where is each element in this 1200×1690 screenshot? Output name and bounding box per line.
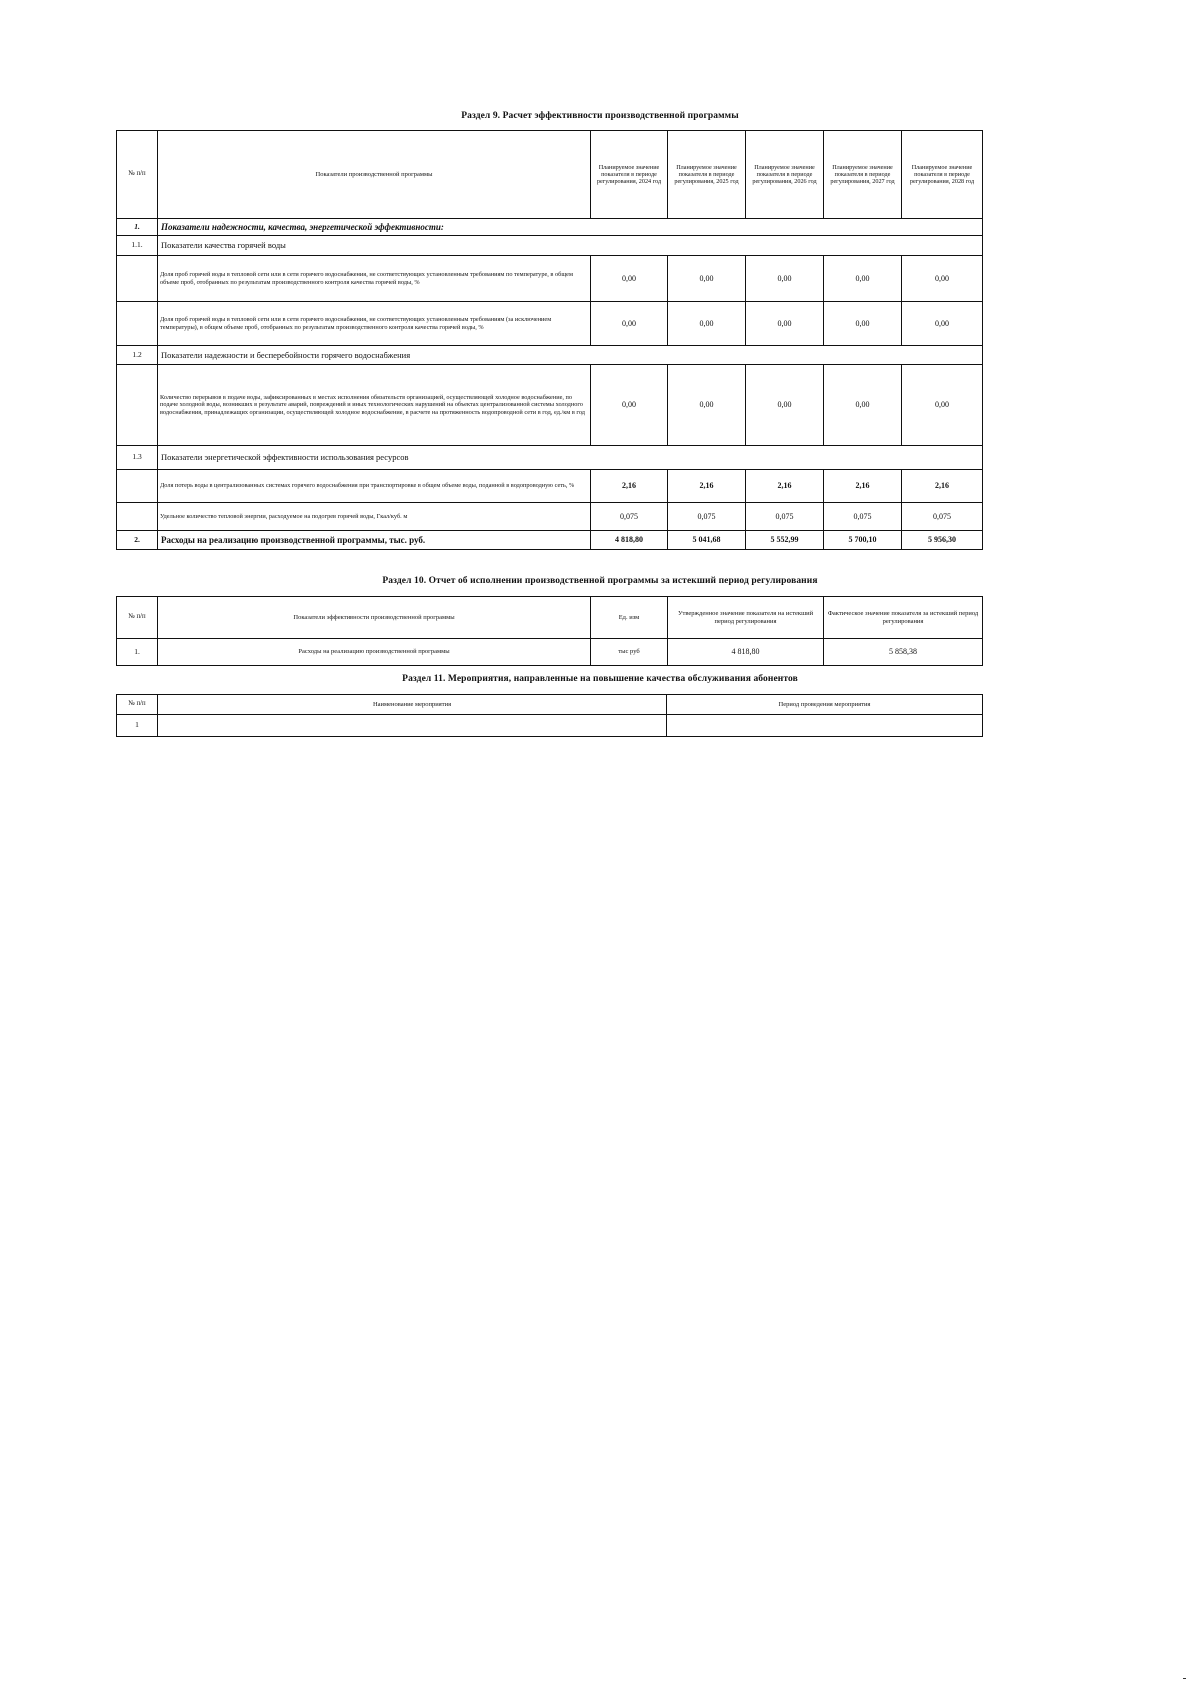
row-label: Доля проб горячей воды в тепловой сети или в сети горячего водоснабжения, не соответствующих установленным требованиям (за исключением температуры), в общем объеме проб, отобранных по результатам производственного контроля качества горячей воды, % xyxy=(158,302,591,346)
section-11-header-row xyxy=(117,695,983,715)
subgroup-row xyxy=(117,236,983,256)
subgroup-row xyxy=(117,346,983,365)
cell-value: 2,16 xyxy=(746,470,824,503)
total-value: 5 700,10 xyxy=(824,531,902,550)
cell-value: 0,00 xyxy=(591,256,668,302)
group-num: 1. xyxy=(117,219,158,236)
section-11-title: Раздел 11. Мероприятия, направленные на повышение качества обслуживания абонентов xyxy=(402,674,798,684)
subgroup-num: 1.2 xyxy=(117,346,158,365)
cell-value: 0,075 xyxy=(591,503,668,531)
cell-value: 0,00 xyxy=(824,256,902,302)
group-row xyxy=(117,219,983,236)
table-row xyxy=(117,715,983,737)
cell-value: 0,00 xyxy=(591,365,668,446)
header-period: Период проведения мероприятия xyxy=(667,695,983,715)
subgroup-row xyxy=(117,446,983,470)
table-row xyxy=(117,302,983,346)
section-11-table xyxy=(116,694,983,737)
cell-value: 0,075 xyxy=(824,503,902,531)
header-year-2027: Планируемое значение показателя в периоде регулирования, 2027 год xyxy=(824,131,902,219)
cell-value: 0,00 xyxy=(668,256,746,302)
cell-value: 0,075 xyxy=(668,503,746,531)
header-year-2026: Планируемое значение показателя в периоде регулирования, 2026 год xyxy=(746,131,824,219)
cell-value: 0,00 xyxy=(668,302,746,346)
cell-value: 0,00 xyxy=(746,365,824,446)
cell-value: 2,16 xyxy=(668,470,746,503)
cell-value: 0,00 xyxy=(668,365,746,446)
cell-value: 2,16 xyxy=(902,470,983,503)
header-actual: Фактическое значение показателя за истекший период регулирования xyxy=(824,597,983,639)
subgroup-label: Показатели качества горячей воды xyxy=(158,236,983,256)
table-row xyxy=(117,639,983,666)
total-value: 5 552,99 xyxy=(746,531,824,550)
row-approved: 4 818,80 xyxy=(668,639,824,666)
header-num: № п/п xyxy=(117,131,158,219)
cell-value: 0,00 xyxy=(591,302,668,346)
table-row xyxy=(117,470,983,503)
cell-value: 0,00 xyxy=(746,256,824,302)
row-name xyxy=(158,715,667,737)
row-actual: 5 858,38 xyxy=(824,639,983,666)
row-label: Доля проб горячей воды в тепловой сети или в сети горячего водоснабжения, не соответствующих установленным требованиям по температуре, в общем объеме проб, отобранных по результатам производственного контроля качества горячей воды, % xyxy=(158,256,591,302)
row-label: Расходы на реализацию производственной программы xyxy=(158,639,591,666)
header-name: Наименование мероприятия xyxy=(158,695,667,715)
cell-value: 0,00 xyxy=(824,365,902,446)
group-label: Показатели надежности, качества, энергетической эффективности: xyxy=(158,219,983,236)
row-period xyxy=(667,715,983,737)
total-value: 4 818,80 xyxy=(591,531,668,550)
header-num: № п/п xyxy=(117,695,158,715)
cell-value: 0,075 xyxy=(746,503,824,531)
subgroup-label: Показатели энергетической эффективности использования ресурсов xyxy=(158,446,983,470)
total-value: 5 041,68 xyxy=(668,531,746,550)
page-mark xyxy=(1183,1678,1186,1679)
total-row xyxy=(117,531,983,550)
header-num: № п/п xyxy=(117,597,158,639)
row-label: Количество перерывов в подаче воды, зафиксированных в местах исполнения обязательств организацией, осуществляющей холодное водоснабжение, по подаче холодной воды, возникших в результате аварий, повреждений и иных технологических нарушений на объектах централизованной системы холодного водоснабжения, принадлежащих организации, осуществляющей холодное водоснабжение, в расчете на протяженность водопроводной сети в год, ед./км в год xyxy=(158,365,591,446)
section-10-table xyxy=(116,596,983,666)
row-num: 1 xyxy=(117,715,158,737)
section-9-table xyxy=(116,130,983,550)
cell-value: 0,00 xyxy=(746,302,824,346)
section-9-title: Раздел 9. Расчет эффективности производственной программы xyxy=(461,111,739,121)
total-label: Расходы на реализацию производственной программы, тыс. руб. xyxy=(158,531,591,550)
subgroup-label: Показатели надежности и бесперебойности горячего водоснабжения xyxy=(158,346,983,365)
cell-value: 0,075 xyxy=(902,503,983,531)
cell-value: 0,00 xyxy=(902,302,983,346)
header-unit: Ед. изм xyxy=(591,597,668,639)
header-year-2028: Планируемое значение показателя в периоде регулирования, 2028 год xyxy=(902,131,983,219)
subgroup-num: 1.1. xyxy=(117,236,158,256)
cell-value: 0,00 xyxy=(824,302,902,346)
row-unit: тыс руб xyxy=(591,639,668,666)
section-10-title: Раздел 10. Отчет об исполнении производственной программы за истекший период регулирования xyxy=(382,576,818,586)
total-value: 5 956,30 xyxy=(902,531,983,550)
row-label: Удельное количество тепловой энергии, расходуемое на подогрев горячей воды, Гкал/куб. м xyxy=(158,503,591,531)
cell-value: 0,00 xyxy=(902,256,983,302)
cell-value: 0,00 xyxy=(902,365,983,446)
header-year-2025: Планируемое значение показателя в периоде регулирования, 2025 год xyxy=(668,131,746,219)
subgroup-num: 1.3 xyxy=(117,446,158,470)
row-label: Доля потерь воды в централизованных системах горячего водоснабжения при транспортировке в общем объеме воды, поданной в водопроводную сеть, % xyxy=(158,470,591,503)
cell-value: 2,16 xyxy=(824,470,902,503)
cell-value: 2,16 xyxy=(591,470,668,503)
header-indicator: Показатели эффективности производственной программы xyxy=(158,597,591,639)
table-row xyxy=(117,365,983,446)
header-indicator: Показатели производственной программы xyxy=(158,131,591,219)
table-row xyxy=(117,503,983,531)
total-num: 2. xyxy=(117,531,158,550)
section-10-header-row xyxy=(117,597,983,639)
section-9-header-row xyxy=(117,131,983,219)
header-approved: Утвержденное значение показателя на истекший период регулирования xyxy=(668,597,824,639)
row-num: 1. xyxy=(117,639,158,666)
table-row xyxy=(117,256,983,302)
header-year-2024: Планируемое значение показателя в периоде регулирования, 2024 год xyxy=(591,131,668,219)
